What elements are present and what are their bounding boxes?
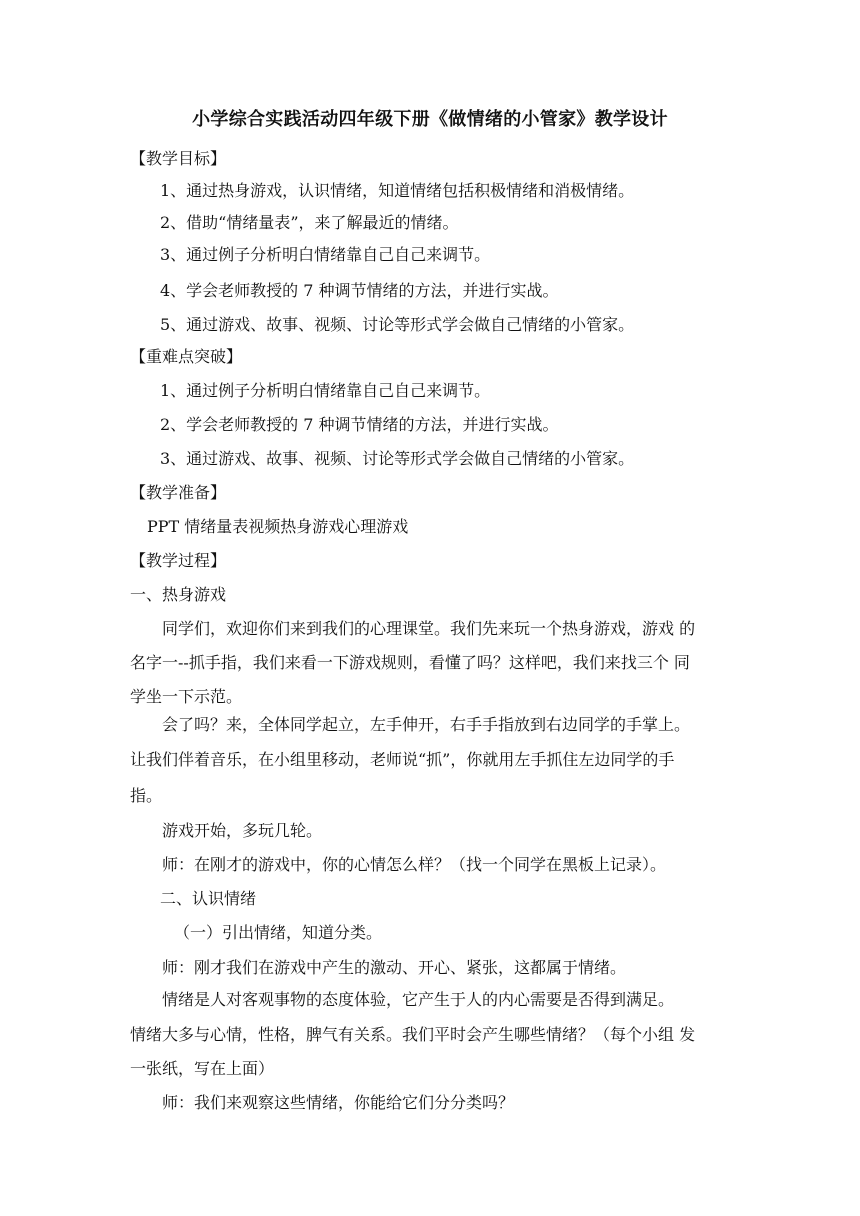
objective-item-1: 1、通过热身游戏，认识情绪，知道情绪包括积极情绪和消极情绪。 [160, 181, 635, 200]
paragraph-6-line-3: 一张纸，写在上面） [130, 1059, 275, 1078]
part2-heading: 二、认识情绪 [160, 889, 257, 908]
paragraph-2-line-3: 指。 [130, 786, 163, 805]
key-point-item-2: 2、学会老师教授的 7 种调节情绪的方法，并进行实战。 [160, 415, 559, 434]
paragraph-2-line-2: 让我们伴着音乐，在小组里移动，老师说“抓”，你就用左手抓住左边同学的手 [130, 750, 675, 769]
paragraph-3: 游戏开始，多玩几轮。 [162, 821, 323, 840]
key-point-item-1: 1、通过例子分析明白情绪靠自己自己来调节。 [160, 381, 491, 400]
key-point-item-3: 3、通过游戏、故事、视频、讨论等形式学会做自己情绪的小管家。 [160, 449, 635, 468]
paragraph-7: 师：我们来观察这些情绪，你能给它们分分类吗？ [162, 1093, 515, 1112]
process-heading: 【教学过程】 [130, 551, 227, 570]
key-points-heading: 【重难点突破】 [130, 347, 243, 366]
paragraph-6-line-1: 情绪是人对客观事物的态度体验，它产生于人的内心需要是否得到满足。 [162, 990, 675, 1009]
paragraph-1-line-2: 名字一--抓手指，我们来看一下游戏规则，看懂了吗？这样吧，我们来找三个 同 [130, 653, 690, 672]
preparation-heading: 【教学准备】 [130, 483, 227, 502]
paragraph-2-line-1: 会了吗？来，全体同学起立，左手伸开，右手手指放到右边同学的手掌上。 [162, 715, 691, 734]
paragraph-4: 师：在刚才的游戏中，你的心情怎么样？（找一个同学在黑板上记录）。 [162, 855, 667, 874]
objectives-heading: 【教学目标】 [130, 149, 227, 168]
objective-item-5: 5、通过游戏、故事、视频、讨论等形式学会做自己情绪的小管家。 [160, 315, 635, 334]
objective-item-3: 3、通过例子分析明白情绪靠自己自己来调节。 [160, 245, 491, 264]
paragraph-6-line-2: 情绪大多与心情，性格，脾气有关系。我们平时会产生哪些情绪？（每个小组 发 [130, 1025, 696, 1044]
part1-heading: 一、热身游戏 [130, 585, 227, 604]
sub1-heading: （一）引出情绪，知道分类。 [174, 923, 383, 942]
preparation-text: PPT 情绪量表视频热身游戏心理游戏 [147, 517, 409, 536]
objective-item-2: 2、借助“情绪量表”，来了解最近的情绪。 [160, 213, 459, 232]
objective-item-4: 4、学会老师教授的 7 种调节情绪的方法，并进行实战。 [160, 281, 559, 300]
document-title: 小学综合实践活动四年级下册《做情绪的小管家》教学设计 [192, 109, 668, 130]
paragraph-1-line-3: 学坐一下示范。 [130, 687, 243, 706]
paragraph-1-line-1: 同学们，欢迎你们来到我们的心理课堂。我们先来玩一个热身游戏，游戏 的 [162, 619, 696, 638]
paragraph-5: 师：刚才我们在游戏中产生的激动、开心、紧张，这都属于情绪。 [162, 958, 627, 977]
